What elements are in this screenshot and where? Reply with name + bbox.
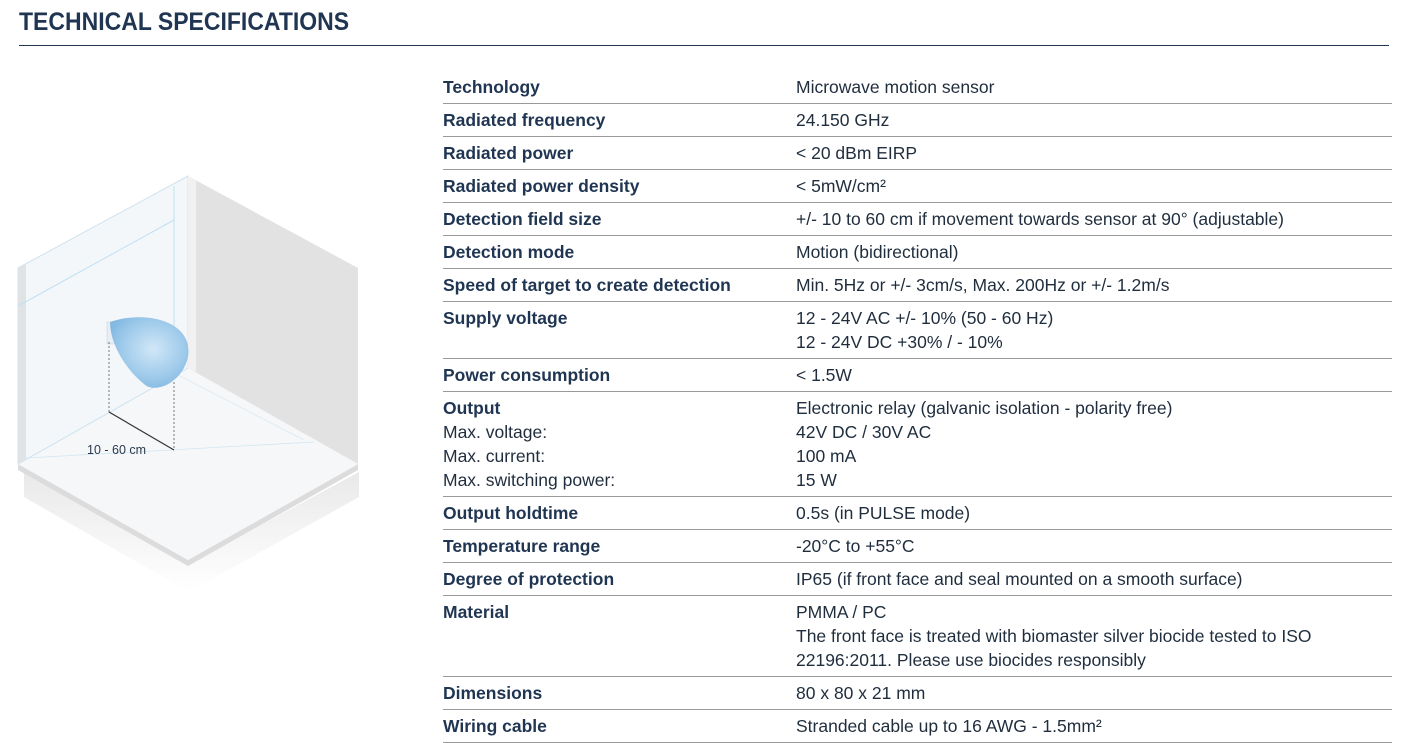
spec-value: Electronic relay (galvanic isolation - polarity free) 42V DC / 30V AC 100 mA 15 W [796,398,1173,490]
spec-sub-label: Max. switching power: [443,470,616,490]
spec-value: 0.5s (in PULSE mode) [796,503,971,523]
spec-label: Output Max. voltage: Max. current: Max. switching power: [443,392,796,497]
spec-label: Wiring cable [443,716,547,736]
spec-label: Radiated power [443,143,574,163]
spec-label: Power consumption [443,365,611,385]
spec-row [443,497,1392,530]
spec-sub-label: Max. current: [443,446,546,466]
spec-value: 24.150 GHz [796,110,890,130]
spec-label: Detection field size [443,209,602,229]
spec-row [443,677,1392,710]
spec-value: < 1.5W [796,365,852,385]
spec-label: Radiated frequency [443,110,606,130]
spec-row [443,596,1392,677]
spec-row [443,710,1392,743]
spec-sub-label: Max. voltage: [443,422,548,442]
spec-row [443,563,1392,596]
spec-label: Radiated power density [443,176,640,196]
spec-row [443,137,1392,170]
spec-value: -20°C to +55°C [796,536,915,556]
spec-row [443,104,1392,137]
spec-value: PMMA / PC The front face is treated with biomaster silver biocide tested to ISO 22196:2011. Please use biocides responsibly [796,602,1312,670]
spec-label: Detection mode [443,242,575,262]
spec-label: Technology [443,77,540,97]
detection-field-illustration [14,172,364,592]
spec-row [443,269,1392,302]
title-divider [19,45,1389,46]
spec-value: Min. 5Hz or +/- 3cm/s, Max. 200Hz or +/- 1.2m/s [796,275,1170,295]
spec-value: Motion (bidirectional) [796,242,959,262]
spec-row [443,170,1392,203]
spec-value: IP65 (if front face and seal mounted on a smooth surface) [796,569,1243,589]
spec-table [443,71,1392,743]
page-title: TECHNICAL SPECIFICATIONS [19,8,350,36]
spec-value: +/- 10 to 60 cm if movement towards sensor at 90° (adjustable) [796,209,1284,229]
spec-label: Speed of target to create detection [443,275,731,295]
spec-row [443,302,1392,359]
spec-row [443,359,1392,392]
dimension-label: 10 - 60 cm [87,443,147,457]
spec-value: 80 x 80 x 21 mm [796,683,926,703]
right-wall-edge [188,176,196,372]
spec-value: < 5mW/cm² [796,176,886,196]
spec-row [443,236,1392,269]
spec-row [443,71,1392,104]
left-wall-edge [18,264,26,464]
spec-row [443,530,1392,563]
spec-value: Microwave motion sensor [796,77,995,97]
spec-label: Temperature range [443,536,601,556]
spec-label: Material [443,602,510,622]
spec-label: Dimensions [443,683,543,703]
spec-label: Supply voltage [443,308,568,328]
spec-row [443,203,1392,236]
spec-label: Output holdtime [443,503,579,523]
spec-row [443,392,1392,497]
spec-value: Stranded cable up to 16 AWG - 1.5mm² [796,716,1102,736]
spec-value: < 20 dBm EIRP [796,143,918,163]
spec-label: Degree of protection [443,569,615,589]
spec-value: 12 - 24V AC +/- 10% (50 - 60 Hz) 12 - 24V DC +30% / - 10% [796,308,1054,352]
